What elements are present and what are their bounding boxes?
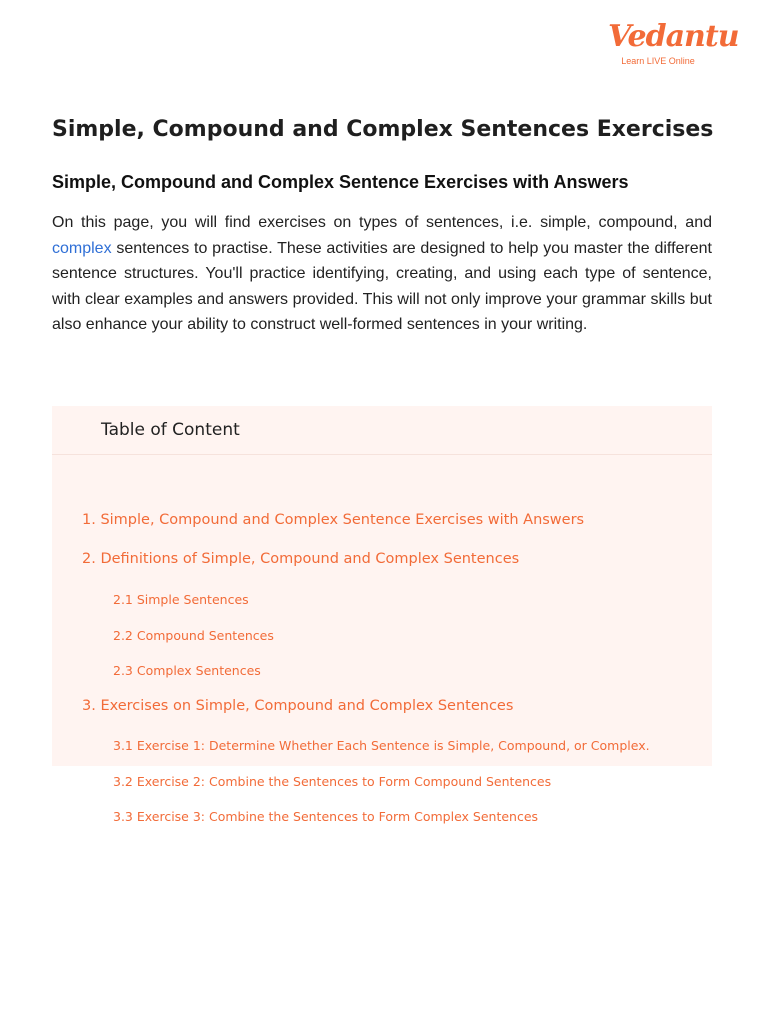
table-of-content (52, 406, 712, 824)
toc-item-2-2[interactable]: 2.2 Compound Sentences (113, 628, 274, 643)
toc-item-1[interactable]: 1. Simple, Compound and Complex Sentence Exercises with Answers (82, 512, 585, 528)
complex-link[interactable]: complex (52, 239, 112, 257)
logo-wordmark: Vedantu (608, 19, 739, 54)
toc-heading: Table of Content (52, 406, 712, 455)
intro-text-end: sentences to practise. These activities are designed to help you master the different sentence structures. You'll practice identifying, creating, and using each type of sentence, with clear examples and answers provided. This will not only improve your grammar skills but also enhance your ability to construct well-formed sentences in your writing. (52, 239, 712, 333)
intro-text-start: On this page, you will find exercises on types of sentences, i.e. simple, compound, and (52, 214, 712, 231)
toc-item-2[interactable]: 2. Definitions of Simple, Compound and Complex Sentences (82, 551, 520, 567)
vedantu-logo (608, 19, 739, 67)
toc-item-3-1[interactable]: 3.1 Exercise 1: Determine Whether Each Sentence is Simple, Compound, or Complex. (113, 738, 650, 753)
toc-item-2-3[interactable]: 2.3 Complex Sentences (113, 663, 261, 678)
toc-item-3-3[interactable]: 3.3 Exercise 3: Combine the Sentences to Form Complex Sentences (113, 809, 539, 824)
section-subtitle: Simple, Compound and Complex Sentence Exercises with Answers (52, 172, 629, 192)
toc-item-3[interactable]: 3. Exercises on Simple, Compound and Complex Sentences (82, 698, 514, 714)
logo-tagline: Learn LIVE Online (621, 56, 695, 66)
toc-item-2-1[interactable]: 2.1 Simple Sentences (113, 592, 249, 607)
intro-paragraph (52, 210, 712, 338)
toc-item-3-2[interactable]: 3.2 Exercise 2: Combine the Sentences to Form Compound Sentences (113, 774, 552, 789)
page-title: Simple, Compound and Complex Sentences Exercises (52, 117, 714, 142)
